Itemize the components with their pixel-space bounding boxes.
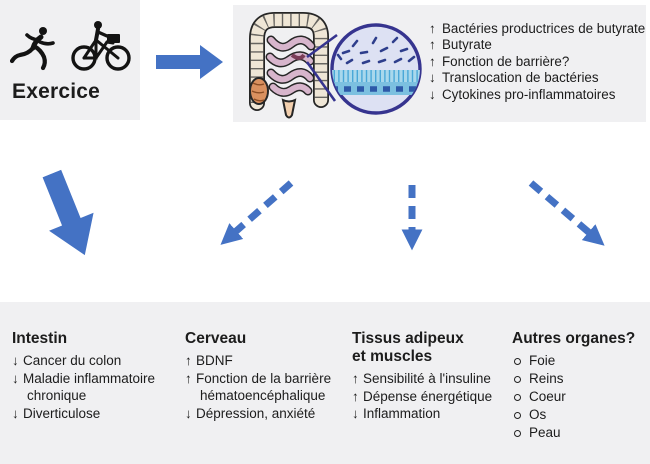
column-title: Cerveau	[185, 330, 247, 347]
outcome-text: Diverticulose	[23, 405, 101, 421]
outcome-text: Dépression, anxiété	[196, 405, 316, 421]
outcome-text: Maladie inflammatoire chronique	[23, 370, 156, 404]
outcome-text: BDNF	[196, 353, 233, 368]
exercise-panel	[0, 0, 140, 120]
gut-effect-text: Butyrate	[442, 37, 492, 53]
outcome-column-intestin	[12, 330, 177, 422]
runner-icon	[10, 24, 60, 77]
down-arrow-glyph: ↓	[12, 405, 19, 421]
down-arrow-glyph: ↓	[429, 86, 436, 102]
outcome-column-cerveau	[185, 330, 355, 422]
up-arrow-glyph: ↑	[352, 371, 359, 386]
gut-panel	[233, 5, 646, 122]
up-arrow-glyph: ↑	[429, 37, 436, 53]
outcome-item	[12, 352, 177, 370]
outcome-text: Dépense énergétique	[363, 388, 493, 404]
outcome-item	[512, 424, 642, 442]
outcome-item	[512, 388, 642, 406]
outcome-item	[12, 370, 177, 405]
outcome-item	[352, 370, 512, 388]
down-arrow-glyph: ↓	[185, 405, 192, 421]
gut-effect-item	[429, 54, 645, 70]
gut-effect-text: Translocation de bactéries	[442, 70, 599, 86]
gut-effect-item	[429, 87, 645, 103]
outcome-item	[185, 405, 355, 423]
outcome-text: Fonction de la barrière hématoencéphalique	[196, 370, 332, 404]
outcome-text: Os	[529, 407, 547, 422]
outcome-text: Sensibilité à l'insuline	[363, 371, 491, 386]
bicycle-icon	[70, 20, 132, 77]
gut-effect-text: Bactéries productrices de butyrate	[442, 21, 646, 36]
gut-effects-list	[429, 21, 645, 103]
up-arrow-glyph: ↑	[352, 388, 359, 404]
circle-bullet-icon	[514, 358, 521, 365]
up-arrow-glyph: ↑	[185, 370, 192, 386]
outcome-item	[12, 405, 177, 423]
circle-bullet-icon	[514, 394, 521, 401]
up-arrow-glyph: ↑	[429, 53, 436, 69]
outcome-text: Foie	[529, 353, 556, 368]
circle-bullet-icon	[514, 430, 521, 437]
column-title: Intestin	[12, 330, 68, 347]
gut-effect-text: Fonction de barrière?	[442, 53, 570, 69]
gut-effect-item	[429, 70, 645, 86]
outcome-item	[512, 352, 642, 370]
gut-effect-item	[429, 21, 645, 37]
outcome-item	[512, 406, 642, 424]
down-arrow-glyph: ↓	[429, 70, 436, 86]
exercise-icons	[10, 20, 132, 77]
outcomes-panel	[0, 302, 650, 464]
outcome-text: Peau	[529, 425, 561, 440]
dashed-arrow-to-brain	[226, 183, 291, 240]
down-arrow-glyph: ↓	[12, 353, 19, 368]
column-title: Autres organes?	[512, 330, 636, 347]
exercise-label: Exercice	[12, 80, 101, 103]
outcome-text: Reins	[529, 371, 564, 386]
outcome-text: Cancer du colon	[23, 353, 122, 368]
outcome-text: Inflammation	[363, 406, 441, 422]
dashed-arrow-to-organs	[531, 183, 599, 241]
gut-effect-item	[429, 37, 645, 53]
outcome-column-autres-organes	[512, 330, 642, 442]
outcome-text: Coeur	[529, 389, 566, 404]
down-arrow-glyph: ↓	[12, 370, 19, 386]
outcome-item	[185, 352, 355, 370]
dashed-arrows-layer	[0, 160, 650, 275]
outcome-column-tissus	[352, 330, 512, 423]
down-arrow-glyph: ↓	[352, 406, 359, 422]
outcome-item	[185, 370, 355, 405]
up-arrow-glyph: ↑	[429, 21, 436, 36]
circle-bullet-icon	[514, 412, 521, 419]
outcome-item	[512, 370, 642, 388]
outcome-item	[352, 388, 512, 406]
gut-effect-text: Cytokines pro-inflammatoires	[442, 86, 616, 102]
outcome-item	[352, 405, 512, 423]
circle-bullet-icon	[514, 376, 521, 383]
right-arrow-icon	[156, 44, 224, 85]
column-title: Tissus adipeux et muscles	[352, 330, 464, 365]
up-arrow-glyph: ↑	[185, 353, 192, 368]
